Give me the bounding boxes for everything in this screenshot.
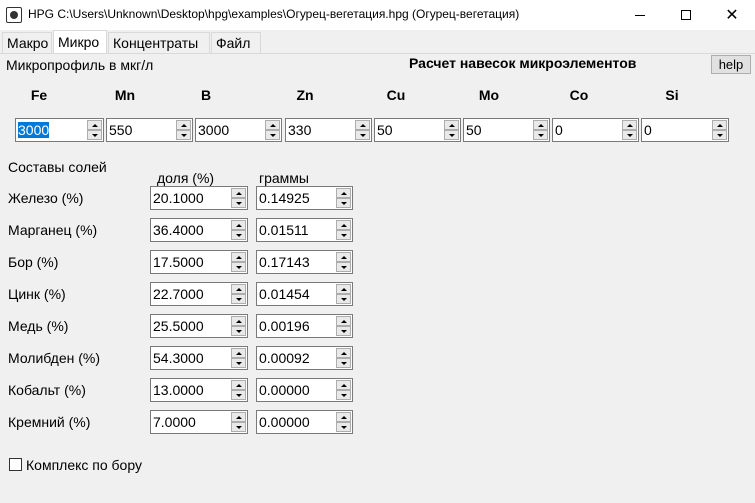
boron-complex-checkbox[interactable] [9,458,22,471]
salt-grams-value[interactable]: 0.01511 [259,222,309,238]
mn-spinner[interactable] [106,118,193,142]
si-value[interactable]: 0 [644,122,652,138]
arrow-up-icon [360,124,366,127]
salts-title: Составы солей [8,159,107,175]
salt-share-spinner[interactable] [150,282,248,306]
salt-share-value[interactable]: 36.4000 [153,222,204,238]
spin-up-button[interactable] [176,120,191,130]
arrow-up-icon [236,256,242,259]
arrow-down-icon [236,234,242,237]
salt-share-spinner[interactable] [150,314,248,338]
salt-name-label: Железо (%) [8,190,84,206]
arrow-up-icon [627,124,633,127]
spin-down-button[interactable] [336,326,351,336]
arrow-up-icon [92,124,98,127]
spin-down-button[interactable] [336,230,351,240]
arrow-up-icon [236,224,242,227]
arrow-up-icon [538,124,544,127]
spin-down-button[interactable] [712,130,727,140]
arrow-down-icon [341,298,347,301]
spin-down-button[interactable] [87,130,102,140]
section-title: Расчет навесок микроэлементов [409,55,637,71]
salt-share-value[interactable]: 22.7000 [153,286,204,302]
element-label-b: B [200,87,212,103]
arrow-down-icon [92,134,98,137]
spin-up-button[interactable] [355,120,370,130]
spin-down-button[interactable] [336,390,351,400]
salt-share-value[interactable]: 20.1000 [153,190,204,206]
element-label-zn: Zn [296,87,314,103]
salt-share-value[interactable]: 54.3000 [153,350,204,366]
arrow-up-icon [341,192,347,195]
co-spinner[interactable] [552,118,639,142]
window-title: HPG C:\Users\Unknown\Desktop\hpg\examples\Огурец-вегетация.hpg (Огурец-вегетация) [28,7,520,21]
spin-up-button[interactable] [712,120,727,130]
spin-down-button[interactable] [231,390,246,400]
si-spinner[interactable] [641,118,729,142]
spin-up-button[interactable] [231,348,246,358]
salt-grams-spinner[interactable] [256,410,353,434]
salt-grams-value[interactable]: 0.01454 [259,286,310,302]
spin-up-button[interactable] [444,120,459,130]
salt-name-label: Медь (%) [8,318,69,334]
arrow-up-icon [181,124,187,127]
salt-grams-spinner[interactable] [256,218,353,242]
arrow-down-icon [236,266,242,269]
arrow-down-icon [341,202,347,205]
spin-down-button[interactable] [533,130,548,140]
spin-up-button[interactable] [336,412,351,422]
tab-concentrates[interactable]: Концентраты [108,32,210,54]
co-value[interactable]: 0 [555,122,563,138]
arrow-up-icon [341,320,347,323]
salt-share-spinner[interactable] [150,410,248,434]
spin-down-button[interactable] [231,262,246,272]
cu-value[interactable]: 50 [377,122,393,138]
spin-down-button[interactable] [336,294,351,304]
arrow-down-icon [236,330,242,333]
share-column-header: доля (%) [157,170,215,186]
salt-share-spinner[interactable] [150,378,248,402]
spin-down-button[interactable] [231,422,246,432]
arrow-up-icon [236,320,242,323]
arrow-down-icon [236,362,242,365]
arrow-down-icon [236,394,242,397]
salt-share-spinner[interactable] [150,250,248,274]
salt-grams-spinner[interactable] [256,314,353,338]
arrow-up-icon [341,352,347,355]
spin-up-button[interactable] [336,252,351,262]
salt-share-spinner[interactable] [150,218,248,242]
element-label-mn: Mn [114,87,136,103]
spin-up-button[interactable] [336,348,351,358]
spin-up-button[interactable] [265,120,280,130]
salt-share-spinner[interactable] [150,186,248,210]
spin-down-button[interactable] [231,358,246,368]
spin-down-button[interactable] [444,130,459,140]
spin-down-button[interactable] [231,294,246,304]
arrow-down-icon [236,298,242,301]
salt-grams-value[interactable]: 0.00000 [259,414,310,430]
spin-down-button[interactable] [336,262,351,272]
spin-up-button[interactable] [231,284,246,294]
spin-up-button[interactable] [336,316,351,326]
arrow-up-icon [236,288,242,291]
salt-name-label: Бор (%) [8,254,59,270]
close-button[interactable] [709,0,755,30]
salt-grams-spinner[interactable] [256,378,353,402]
zn-value[interactable]: 330 [288,122,312,138]
zn-spinner[interactable] [285,118,372,142]
arrow-up-icon [341,384,347,387]
arrow-down-icon [236,202,242,205]
spin-up-button[interactable] [336,188,351,198]
arrow-up-icon [270,124,276,127]
salt-name-label: Марганец (%) [8,222,98,238]
tab-macro[interactable]: Макро [2,32,52,54]
salt-share-value[interactable]: 7.0000 [153,414,196,430]
salt-share-spinner[interactable] [150,346,248,370]
salt-grams-value[interactable]: 0.00092 [259,350,310,366]
arrow-down-icon [341,330,347,333]
spin-up-button[interactable] [231,380,246,390]
spin-down-button[interactable] [231,326,246,336]
spin-up-button[interactable] [231,188,246,198]
tab-panel-divider [0,53,755,54]
arrow-up-icon [236,192,242,195]
salt-grams-spinner[interactable] [256,186,353,210]
arrow-down-icon [341,394,347,397]
tab-bar [0,30,755,54]
maximize-button[interactable] [663,0,709,30]
arrow-up-icon [449,124,455,127]
app-icon [6,7,22,23]
arrow-down-icon [270,134,276,137]
b-spinner[interactable] [195,118,282,142]
spin-down-button[interactable] [176,130,191,140]
mo-spinner[interactable] [463,118,550,142]
arrow-down-icon [236,426,242,429]
salt-grams-value[interactable]: 0.14925 [259,190,310,206]
salt-name-label: Кремний (%) [8,414,91,430]
element-label-fe: Fe [30,87,48,103]
spin-up-button[interactable] [231,316,246,326]
arrow-up-icon [236,352,242,355]
grams-column-header: граммы [259,170,309,186]
arrow-down-icon [341,426,347,429]
arrow-up-icon [236,384,242,387]
arrow-down-icon [181,134,187,137]
arrow-up-icon [236,416,242,419]
spin-up-button[interactable] [231,220,246,230]
arrow-up-icon [717,124,723,127]
salt-share-value[interactable]: 13.0000 [153,382,204,398]
spin-up-button[interactable] [336,284,351,294]
arrow-down-icon [360,134,366,137]
arrow-up-icon [341,288,347,291]
salt-grams-value[interactable]: 0.17143 [259,254,310,270]
spin-up-button[interactable] [336,220,351,230]
arrow-up-icon [341,224,347,227]
spin-down-button[interactable] [336,422,351,432]
arrow-down-icon [341,362,347,365]
tab-file[interactable]: Файл [211,32,261,54]
arrow-down-icon [449,134,455,137]
spin-up-button[interactable] [87,120,102,130]
title-bar [0,0,755,30]
salt-name-label: Молибден (%) [8,350,101,366]
spin-down-button[interactable] [231,230,246,240]
spin-down-button[interactable] [231,198,246,208]
mn-value[interactable]: 550 [109,122,133,138]
arrow-up-icon [341,256,347,259]
fe-value[interactable]: 3000 [18,122,50,138]
salt-grams-spinner[interactable] [256,282,353,306]
cu-spinner[interactable] [374,118,461,142]
element-label-si: Si [665,87,679,103]
spin-up-button[interactable] [533,120,548,130]
close-icon: ✕ [725,7,739,24]
help-button[interactable]: help [711,55,751,74]
spin-down-button[interactable] [336,198,351,208]
arrow-down-icon [627,134,633,137]
arrow-down-icon [341,234,347,237]
arrow-down-icon [717,134,723,137]
arrow-down-icon [341,266,347,269]
spin-down-button[interactable] [622,130,637,140]
salt-name-label: Цинк (%) [8,286,66,302]
spin-up-button[interactable] [622,120,637,130]
minimize-button[interactable] [617,0,663,30]
element-label-cu: Cu [386,87,406,103]
fe-spinner[interactable] [15,118,104,142]
salt-grams-spinner[interactable] [256,346,353,370]
tab-micro[interactable]: Микро [53,30,107,54]
mo-value[interactable]: 50 [466,122,482,138]
spin-up-button[interactable] [336,380,351,390]
spin-down-button[interactable] [355,130,370,140]
boron-complex-label: Комплекс по бору [26,457,142,473]
salt-grams-spinner[interactable] [256,250,353,274]
salt-grams-value[interactable]: 0.00196 [259,318,310,334]
arrow-up-icon [341,416,347,419]
minimize-icon [635,15,645,16]
salt-name-label: Кобальт (%) [8,382,86,398]
element-label-co: Co [569,87,589,103]
spin-up-button[interactable] [231,412,246,422]
spin-up-button[interactable] [231,252,246,262]
micro-profile-label: Микропрофиль в мкг/л [6,57,154,73]
salt-share-value[interactable]: 17.5000 [153,254,204,270]
spin-down-button[interactable] [336,358,351,368]
maximize-icon [681,10,691,20]
b-value[interactable]: 3000 [198,122,230,138]
element-label-mo: Mo [478,87,500,103]
salt-share-value[interactable]: 25.5000 [153,318,204,334]
arrow-down-icon [538,134,544,137]
salt-grams-value[interactable]: 0.00000 [259,382,310,398]
spin-down-button[interactable] [265,130,280,140]
